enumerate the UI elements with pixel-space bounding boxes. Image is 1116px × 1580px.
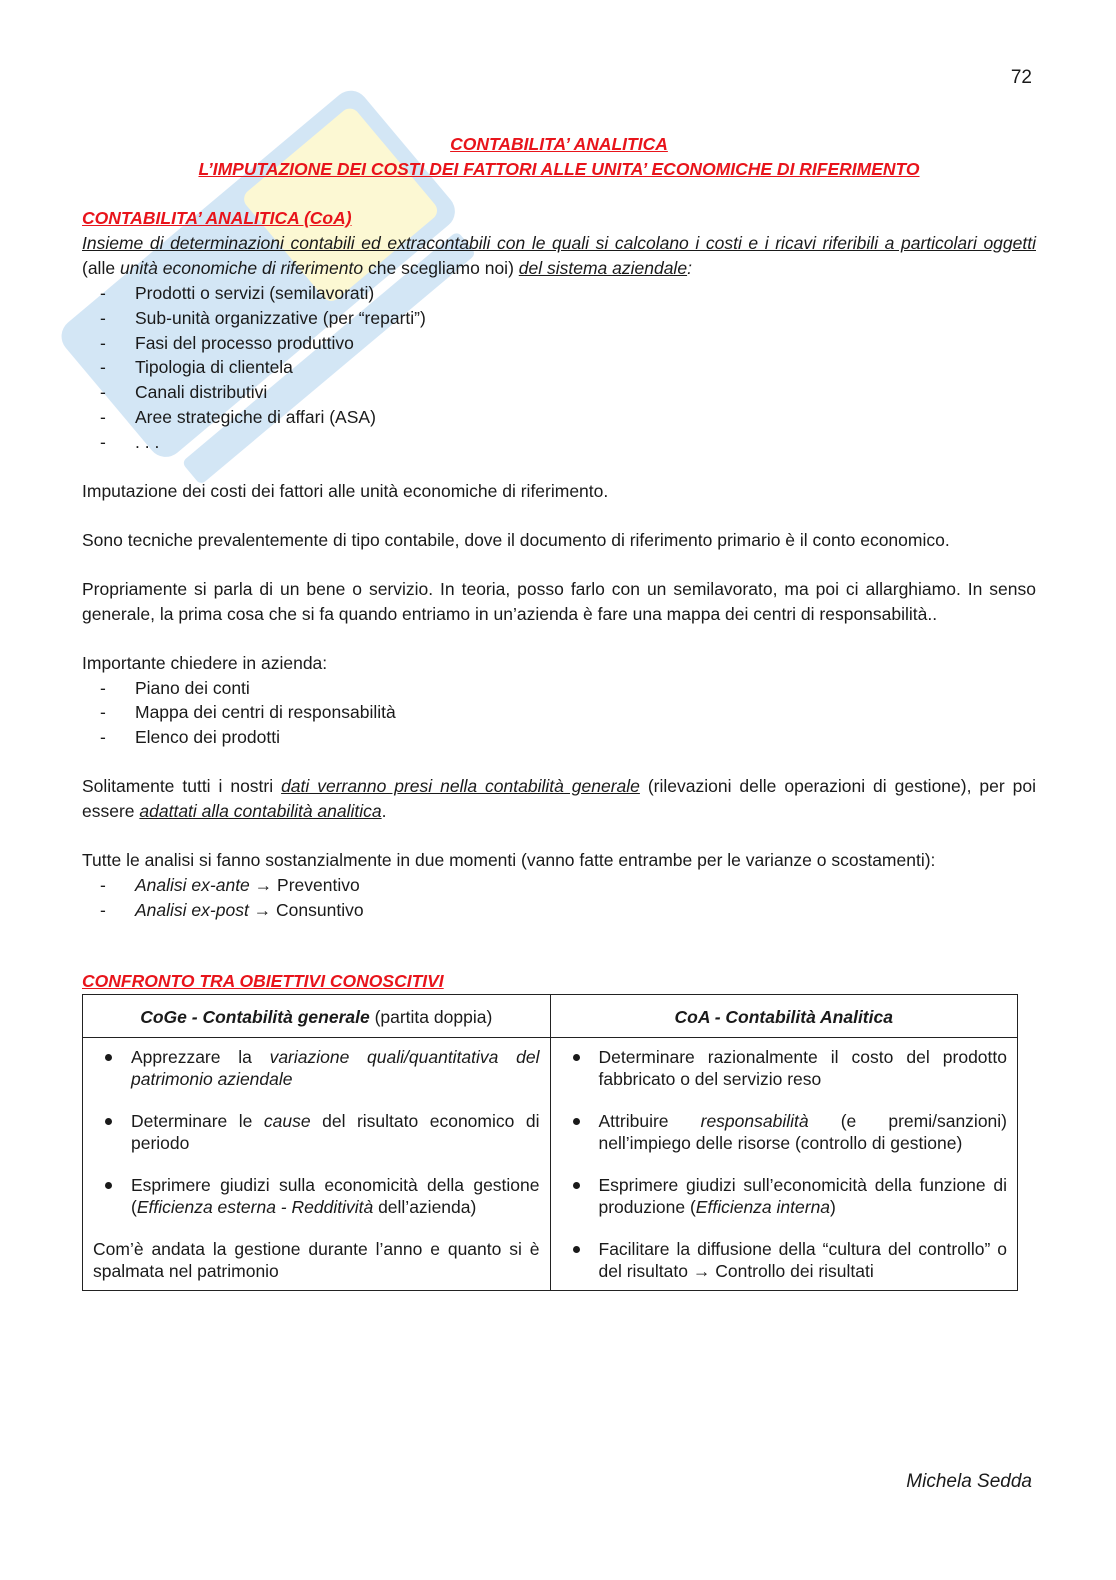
header-bold: CoGe - Contabilità generale bbox=[140, 1006, 370, 1027]
moments-list bbox=[82, 873, 1036, 923]
bullet-emph: cause bbox=[263, 1110, 311, 1131]
page-title: CONTABILITA’ ANALITICA bbox=[450, 134, 668, 154]
para5-text: . bbox=[381, 800, 387, 821]
list-item: - Sub-unità organizzative (per “reparti”) bbox=[82, 306, 1036, 331]
bullet-emph: responsabilità bbox=[700, 1110, 809, 1131]
list-item: - Tipologia di clientela bbox=[82, 355, 1036, 380]
definition-text-2: (alle bbox=[82, 258, 120, 278]
comparison-table bbox=[82, 994, 1018, 1291]
bullet-text: Esprimere giudizi sulla economicità della gestione ( bbox=[131, 1174, 540, 1217]
para5-text: Solitamente tutti i nostri bbox=[82, 775, 282, 796]
bullet-text: Determinare le bbox=[131, 1110, 264, 1131]
column-header-coa bbox=[550, 994, 1018, 1037]
paragraph: Tutte le analisi si fanno sostanzialmente in due momenti (vanno fatte entrambe per le varianze o scostamenti): bbox=[82, 849, 936, 870]
paragraph: Imputazione dei costi dei fattori alle unità economiche di riferimento. bbox=[82, 480, 609, 501]
moment-label: Analisi ex-ante bbox=[135, 874, 250, 895]
para5-emph: dati verranno presi nella contabilità generale bbox=[281, 775, 640, 796]
list-item: - Aree strategiche di affari (ASA) bbox=[82, 405, 1036, 430]
bullet-text: Esprimere giudizi sull’economicità della funzione di produzione ( bbox=[598, 1174, 1007, 1217]
bullet-text: dell’azienda) bbox=[373, 1196, 477, 1217]
bullet-text: ) bbox=[830, 1196, 836, 1217]
table-row bbox=[83, 1037, 1018, 1290]
paragraph: Importante chiedere in azienda: bbox=[82, 652, 328, 673]
moment-result: → Consuntivo bbox=[248, 899, 364, 920]
header-bold: CoA - Contabilità Analitica bbox=[674, 1006, 893, 1027]
list-item bbox=[82, 873, 1036, 898]
bullet-text: Apprezzare la bbox=[131, 1046, 270, 1067]
table-bullet bbox=[559, 1110, 1008, 1154]
section-heading-coa: CONTABILITA’ ANALITICA (CoA) bbox=[82, 208, 352, 228]
author-footer: Michela Sedda bbox=[906, 1471, 1032, 1492]
definition-text-4: che scegliamo noi) bbox=[363, 258, 519, 278]
list-item: - Canali distributivi bbox=[82, 380, 1036, 405]
list-item: - Fasi del processo produttivo bbox=[82, 331, 1036, 356]
bullet-text: (e premi/sanzioni) nell’impiego delle risorse (controllo di gestione) bbox=[598, 1110, 1007, 1153]
section-heading-confronto: CONFRONTO TRA OBIETTIVI CONOSCITIVI bbox=[82, 970, 444, 991]
list-item: - . . . bbox=[82, 430, 1036, 455]
definition-text: Insieme di determinazioni contabili ed extracontabili con le quali si calcolano i costi e i ricavi riferibili a particolari oggetti bbox=[82, 233, 1036, 253]
paragraph: Propriamente si parla di un bene o servizio. In teoria, posso farlo con un semilavorato, ma poi ci allarghiamo. In senso generale, la prima cosa che si fa quando entriamo in un’azienda è fare una mappa dei centri di responsabilità.. bbox=[82, 578, 1036, 624]
ask-list bbox=[82, 676, 1036, 750]
moment-result: → Preventivo bbox=[249, 874, 360, 895]
page-number: 72 bbox=[1010, 67, 1032, 88]
list-item bbox=[82, 898, 1036, 923]
table-note: Com’è andata la gestione durante l’anno e quanto si è spalmata nel patrimonio bbox=[93, 1238, 540, 1281]
table-header-row bbox=[83, 994, 1018, 1037]
table-bullet bbox=[91, 1174, 540, 1218]
table-bullet bbox=[91, 1110, 540, 1154]
bullet-emph: Efficienza interna bbox=[695, 1196, 831, 1217]
table-bullet bbox=[559, 1174, 1008, 1218]
definition-text-3: unità economiche di riferimento bbox=[119, 258, 364, 278]
definition-text-6: : bbox=[687, 258, 692, 278]
list-item: - Elenco dei prodotti bbox=[82, 725, 1036, 750]
para5-emph: adattati alla contabilità analitica bbox=[139, 800, 382, 821]
page-subtitle: L’IMPUTAZIONE DEI COSTI DEI FATTORI ALLE UNITA’ ECONOMICHE DI RIFERIMENTO bbox=[198, 159, 920, 179]
bullet-emph: Efficienza esterna - Redditività bbox=[136, 1196, 374, 1217]
page-content bbox=[82, 132, 1036, 1291]
bullet-text: del risultato economico di periodo bbox=[131, 1110, 540, 1153]
coge-cell bbox=[83, 1037, 551, 1290]
moment-label: Analisi ex-post bbox=[135, 899, 249, 920]
bullet-text: Attribuire bbox=[598, 1110, 701, 1131]
coa-cell bbox=[550, 1037, 1018, 1290]
coa-definition bbox=[82, 231, 1036, 281]
table-bullet bbox=[91, 1046, 540, 1090]
bullet-emph: variazione quali/quantitativa del patrimonio aziendale bbox=[131, 1046, 540, 1089]
table-bullet: Determinare razionalmente il costo del prodotto fabbricato o del servizio reso bbox=[559, 1046, 1008, 1090]
list-item: - Mappa dei centri di responsabilità bbox=[82, 700, 1036, 725]
list-item: - Prodotti o servizi (semilavorati) bbox=[82, 281, 1036, 306]
header-rest: (partita doppia) bbox=[369, 1006, 493, 1027]
table-bullet: Facilitare la diffusione della “cultura del controllo” o del risultato → Controllo dei risultati bbox=[559, 1238, 1008, 1282]
paragraph: Sono tecniche prevalentemente di tipo contabile, dove il documento di riferimento primario è il conto economico. bbox=[82, 529, 950, 550]
column-header-coge bbox=[83, 994, 551, 1037]
para5-text: (rilevazioni delle operazioni di gestione), per poi essere bbox=[82, 775, 1036, 821]
list-item: - Piano dei conti bbox=[82, 676, 1036, 701]
paragraph bbox=[82, 774, 1036, 824]
definition-text-5: del sistema aziendale bbox=[518, 258, 688, 278]
reference-units-list bbox=[82, 281, 1036, 455]
